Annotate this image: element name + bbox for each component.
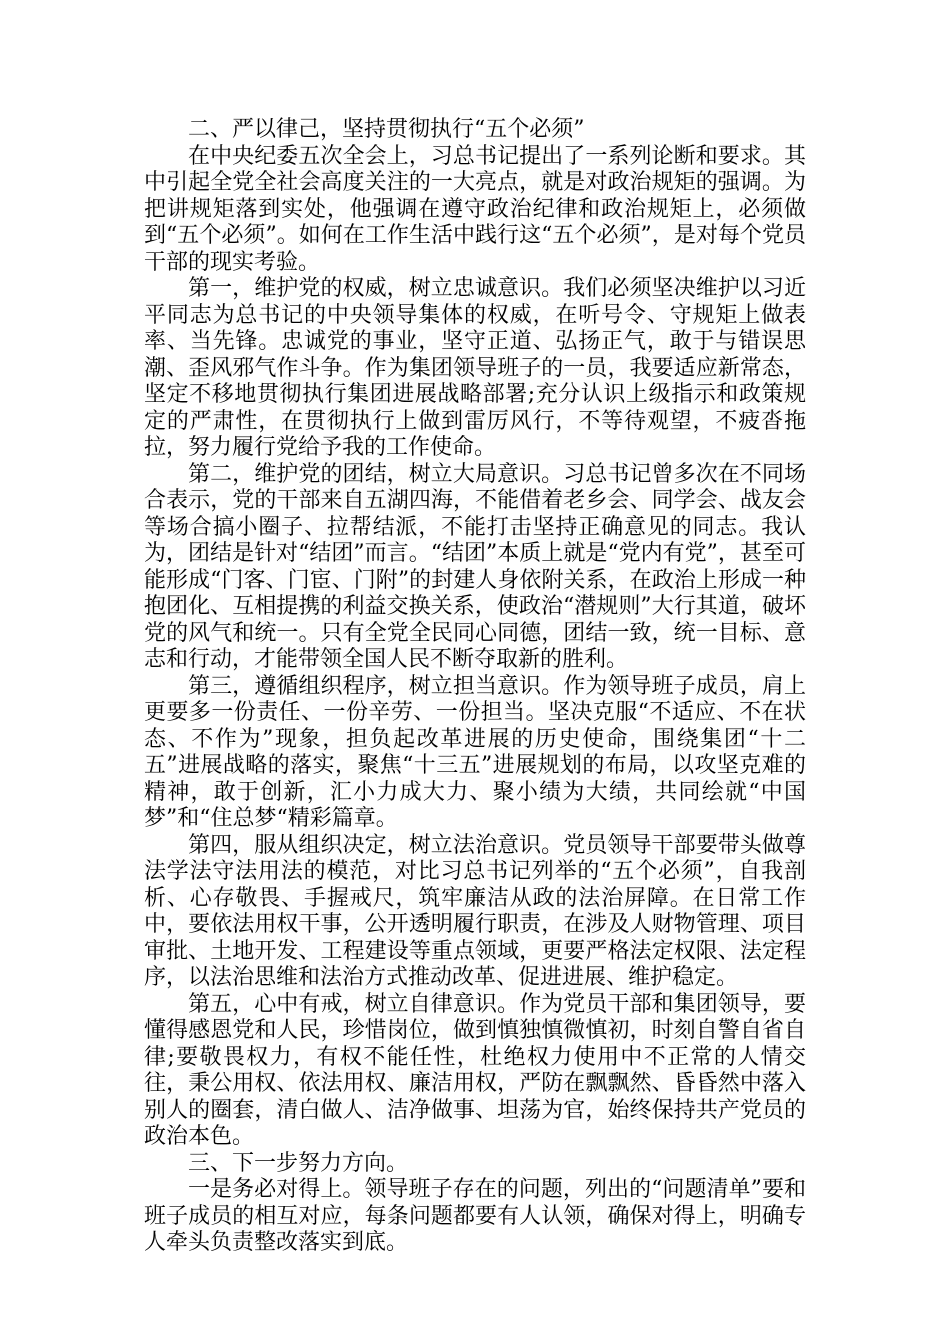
paragraph-intro: 在中央纪委五次全会上，习总书记提出了一系列论断和要求。其中引起全党全社会高度关注的一大亮点，就是对政治规矩的强调。为把讲规矩落到实处，他强调在遵守政治纪律和政治规矩上，必须做到“五个必须”。如何在工作生活中践行这“五个必须”，是对每个党员干部的现实考验。 [144, 143, 806, 275]
paragraph-point-five: 第五，心中有戒，树立自律意识。作为党员干部和集团领导，要懂得感恩党和人民，珍惜岗位，做到慎独慎微慎初，时刻自警自省自律;要敬畏权力，有权不能任性，杜绝权力使用中不正常的人情交往，秉公用权、依法用权、廉洁用权，严防在飘飘然、昏昏然中落入别人的圈套，清白做人、洁净做事、坦荡为官，始终保持共产党员的政治本色。 [144, 991, 806, 1149]
paragraph-point-two: 第二，维护党的团结，树立大局意识。习总书记曾多次在不同场合表示，党的干部来自五湖四海，不能借着老乡会、同学会、战友会等场合搞小圈子、拉帮结派，不能打击坚持正确意见的同志。我认为，团结是针对“结团”而言。“结团”本质上就是“党内有党”，甚至可能形成“门客、门宦、门附”的封建人身依附关系，在政治上形成一种抱团化、互相提携的利益交换关系，使政治“潜规则”大行其道，破坏党的风气和统一。只有全党全民同心同德，团结一致，统一目标、意志和行动，才能带领全国人民不断夺取新的胜利。 [144, 461, 806, 672]
section-heading-two: 二、严以律己，坚持贯彻执行“五个必须” [188, 117, 585, 142]
document-body [144, 117, 806, 1257]
paragraph-point-four: 第四，服从组织决定，树立法治意识。党员领导干部要带头做尊法学法守法用法的模范，对比习总书记列举的“五个必须”，自我剖析、心存敬畏、手握戒尺，筑牢廉洁从政的法治屏障。在日常工作中，要依法用权干事，公开透明履行职责，在涉及人财物管理、项目审批、土地开发、工程建设等重点领域，更要严格法定权限、法定程序，以法治思维和法治方式推动改革、促进进展、维护稳定。 [144, 832, 806, 990]
paragraph-point-one: 第一，维护党的权威，树立忠诚意识。我们必须坚决维护以习近平同志为总书记的中央领导集体的权威，在听号令、守规矩上做表率、当先锋。忠诚党的事业，坚守正道、弘扬正气，敢于与错误思潮、歪风邪气作斗争。作为集团领导班子的一员，我要适应新常态，坚定不移地贯彻执行集团进展战略部署;充分认识上级指示和政策规定的严肃性，在贯彻执行上做到雷厉风行，不等待观望，不疲沓拖拉，努力履行党给予我的工作使命。 [144, 276, 806, 460]
paragraph-point-three: 第三，遵循组织程序，树立担当意识。作为领导班子成员，肩上更要多一份责任、一份辛劳、一份担当。坚决克服“不适应、不在状态、不作为”现象，担负起改革进展的历史使命，围绕集团“十二五”进展战略的落实，聚焦“十三五”进展规划的布局，以攻坚克难的精神，敢于创新，汇小力成大力、聚小绩为大绩，共同绘就“中国梦”和“住总梦“精彩篇章。 [144, 673, 806, 831]
paragraph-next-step-one: 一是务必对得上。领导班子存在的问题，列出的“问题清单”要和班子成员的相互对应，每条问题都要有人认领，确保对得上，明确专人牵头负责整改落实到底。 [144, 1177, 806, 1255]
section-heading-three: 三、下一步努力方向。 [188, 1150, 409, 1176]
